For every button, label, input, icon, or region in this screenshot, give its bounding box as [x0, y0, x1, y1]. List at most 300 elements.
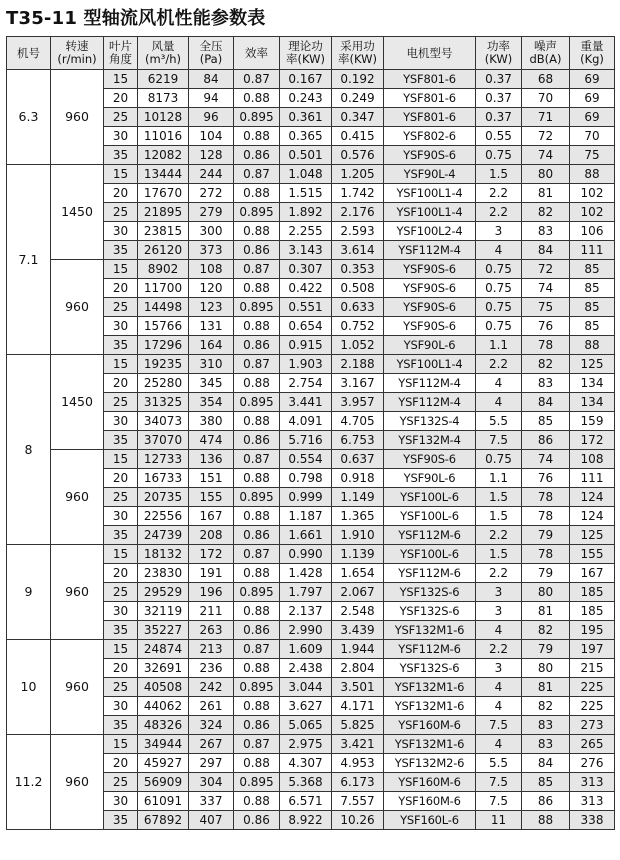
table-cell: 69	[570, 89, 615, 108]
table-cell: 74	[522, 450, 570, 469]
table-cell: 0.249	[332, 89, 384, 108]
table-cell: 134	[570, 374, 615, 393]
column-header-text: 转速	[65, 39, 89, 53]
table-cell: 0.508	[332, 279, 384, 298]
table-cell: YSF160L-6	[384, 811, 476, 830]
table-cell: 30	[104, 602, 138, 621]
column-header	[570, 37, 615, 70]
column-header-text: 重量	[580, 39, 604, 53]
speed-cell: 960	[51, 735, 104, 830]
table-cell: 11016	[138, 127, 189, 146]
table-cell: 172	[570, 431, 615, 450]
table-cell: 25	[104, 108, 138, 127]
table-cell: 4.705	[332, 412, 384, 431]
table-cell: 74	[522, 146, 570, 165]
table-cell: 82	[522, 355, 570, 374]
table-cell: 85	[522, 412, 570, 431]
table-row	[7, 640, 615, 659]
table-cell: 13444	[138, 165, 189, 184]
table-cell: 71	[522, 108, 570, 127]
table-cell: 208	[189, 526, 234, 545]
table-cell: YSF112M-6	[384, 564, 476, 583]
table-cell: YSF100L1-4	[384, 203, 476, 222]
table-cell: 29529	[138, 583, 189, 602]
table-cell: 76	[522, 469, 570, 488]
table-cell: YSF100L-6	[384, 545, 476, 564]
table-cell: 185	[570, 583, 615, 602]
table-cell: 30	[104, 697, 138, 716]
table-cell: 0.88	[234, 279, 280, 298]
table-cell: 197	[570, 640, 615, 659]
table-cell: 70	[570, 127, 615, 146]
table-cell: 0.86	[234, 811, 280, 830]
table-cell: 32691	[138, 659, 189, 678]
table-cell: 267	[189, 735, 234, 754]
table-cell: 30	[104, 507, 138, 526]
table-cell: 4.091	[280, 412, 332, 431]
table-cell: 407	[189, 811, 234, 830]
table-cell: YSF160M-6	[384, 792, 476, 811]
table-cell: 70	[522, 89, 570, 108]
table-cell: 82	[522, 621, 570, 640]
table-cell: 0.75	[476, 298, 522, 317]
table-cell: 16733	[138, 469, 189, 488]
table-cell: 1.052	[332, 336, 384, 355]
table-row	[7, 545, 615, 564]
table-cell: 0.88	[234, 89, 280, 108]
table-cell: 4.307	[280, 754, 332, 773]
table-cell: 4	[476, 393, 522, 412]
table-cell: 124	[570, 507, 615, 526]
table-cell: 35	[104, 621, 138, 640]
table-cell: 7.5	[476, 431, 522, 450]
table-cell: YSF132M-4	[384, 431, 476, 450]
table-cell: 104	[189, 127, 234, 146]
speed-cell: 960	[51, 545, 104, 640]
table-cell: 1.428	[280, 564, 332, 583]
table-cell: 3.441	[280, 393, 332, 412]
table-cell: 68	[522, 70, 570, 89]
table-cell: 83	[522, 735, 570, 754]
table-cell: 20	[104, 659, 138, 678]
table-cell: 225	[570, 697, 615, 716]
table-cell: 211	[189, 602, 234, 621]
table-cell: 3.167	[332, 374, 384, 393]
table-cell: 134	[570, 393, 615, 412]
column-header	[104, 37, 138, 70]
table-row	[7, 355, 615, 374]
table-cell: 236	[189, 659, 234, 678]
table-cell: 2.2	[476, 640, 522, 659]
table-cell: 0.501	[280, 146, 332, 165]
table-cell: 1.661	[280, 526, 332, 545]
fan-model-cell: 8	[7, 355, 51, 545]
table-cell: YSF100L1-4	[384, 355, 476, 374]
table-cell: 1.5	[476, 507, 522, 526]
table-cell: 80	[522, 165, 570, 184]
table-cell: 304	[189, 773, 234, 792]
table-cell: 0.75	[476, 279, 522, 298]
table-cell: 215	[570, 659, 615, 678]
table-cell: 0.87	[234, 260, 280, 279]
table-cell: 35	[104, 336, 138, 355]
table-cell: 159	[570, 412, 615, 431]
table-cell: 0.798	[280, 469, 332, 488]
table-cell: 78	[522, 545, 570, 564]
table-cell: 0.88	[234, 469, 280, 488]
table-cell: YSF100L-6	[384, 488, 476, 507]
table-cell: YSF132M1-6	[384, 621, 476, 640]
table-cell: 83	[522, 374, 570, 393]
table-cell: 0.87	[234, 70, 280, 89]
table-row	[7, 70, 615, 89]
table-cell: 30	[104, 127, 138, 146]
table-cell: 94	[189, 89, 234, 108]
table-cell: 45927	[138, 754, 189, 773]
table-cell: 0.86	[234, 146, 280, 165]
table-cell: 0.86	[234, 336, 280, 355]
table-cell: 263	[189, 621, 234, 640]
table-cell: 30	[104, 412, 138, 431]
table-cell: 276	[570, 754, 615, 773]
table-cell: 78	[522, 336, 570, 355]
table-cell: 3.627	[280, 697, 332, 716]
table-cell: 23830	[138, 564, 189, 583]
table-cell: 35	[104, 526, 138, 545]
table-cell: 0.75	[476, 260, 522, 279]
column-header	[234, 37, 280, 70]
table-cell: 85	[570, 317, 615, 336]
table-cell: YSF90S-6	[384, 146, 476, 165]
column-header	[189, 37, 234, 70]
table-cell: 7.5	[476, 792, 522, 811]
table-cell: 0.88	[234, 317, 280, 336]
table-cell: 2.2	[476, 355, 522, 374]
table-cell: 0.37	[476, 70, 522, 89]
table-cell: 0.307	[280, 260, 332, 279]
table-cell: 0.87	[234, 355, 280, 374]
table-cell: 106	[570, 222, 615, 241]
table-cell: 225	[570, 678, 615, 697]
table-cell: 6.173	[332, 773, 384, 792]
table-cell: 22556	[138, 507, 189, 526]
column-header	[7, 37, 51, 70]
table-cell: 2.2	[476, 526, 522, 545]
table-cell: 213	[189, 640, 234, 659]
table-cell: 272	[189, 184, 234, 203]
table-cell: 69	[570, 70, 615, 89]
table-cell: 15766	[138, 317, 189, 336]
table-cell: 0.86	[234, 431, 280, 450]
table-cell: 125	[570, 526, 615, 545]
table-cell: 40508	[138, 678, 189, 697]
table-cell: 79	[522, 640, 570, 659]
table-cell: 0.75	[476, 317, 522, 336]
table-cell: YSF100L2-4	[384, 222, 476, 241]
table-cell: 8902	[138, 260, 189, 279]
table-cell: 82	[522, 203, 570, 222]
table-cell: 265	[570, 735, 615, 754]
table-cell: 111	[570, 469, 615, 488]
table-cell: 85	[570, 298, 615, 317]
table-cell: 0.999	[280, 488, 332, 507]
table-cell: 1.1	[476, 336, 522, 355]
table-cell: 86	[522, 792, 570, 811]
table-cell: 67892	[138, 811, 189, 830]
table-cell: 313	[570, 773, 615, 792]
table-cell: 297	[189, 754, 234, 773]
table-cell: 3	[476, 659, 522, 678]
column-header-text: (m³/h)	[145, 52, 181, 66]
table-cell: 1.5	[476, 165, 522, 184]
table-cell: YSF132S-6	[384, 583, 476, 602]
table-cell: 0.243	[280, 89, 332, 108]
table-cell: 24874	[138, 640, 189, 659]
table-cell: 0.88	[234, 507, 280, 526]
table-cell: 3.439	[332, 621, 384, 640]
column-header-text: 率(KW)	[338, 52, 377, 66]
table-cell: 2.548	[332, 602, 384, 621]
column-header-text: 率(KW)	[286, 52, 325, 66]
table-cell: 1.5	[476, 488, 522, 507]
column-header-text: (r/min)	[57, 52, 97, 66]
speed-cell: 1450	[51, 355, 104, 450]
table-cell: 10.26	[332, 811, 384, 830]
table-cell: 30	[104, 222, 138, 241]
table-cell: 34073	[138, 412, 189, 431]
table-cell: 25	[104, 298, 138, 317]
column-header-text: dB(A)	[529, 52, 562, 66]
table-cell: 338	[570, 811, 615, 830]
table-cell: YSF112M-6	[384, 640, 476, 659]
table-cell: 6219	[138, 70, 189, 89]
table-cell: 2.593	[332, 222, 384, 241]
table-cell: 0.88	[234, 127, 280, 146]
table-cell: 78	[522, 507, 570, 526]
table-cell: 2.2	[476, 564, 522, 583]
column-header-text: 效率	[245, 45, 268, 60]
table-cell: 0.37	[476, 89, 522, 108]
table-cell: 0.88	[234, 564, 280, 583]
table-cell: 120	[189, 279, 234, 298]
table-cell: 20735	[138, 488, 189, 507]
table-cell: 0.87	[234, 735, 280, 754]
table-cell: 102	[570, 184, 615, 203]
table-cell: 0.654	[280, 317, 332, 336]
table-cell: 3.044	[280, 678, 332, 697]
column-header-text: 机号	[17, 45, 40, 60]
table-cell: 5.5	[476, 754, 522, 773]
table-cell: 474	[189, 431, 234, 450]
speed-cell: 960	[51, 640, 104, 735]
table-cell: 56909	[138, 773, 189, 792]
table-cell: 125	[570, 355, 615, 374]
table-cell: 1.187	[280, 507, 332, 526]
table-cell: 313	[570, 792, 615, 811]
table-cell: 48326	[138, 716, 189, 735]
table-cell: 0.415	[332, 127, 384, 146]
table-cell: 11	[476, 811, 522, 830]
table-cell: 1.515	[280, 184, 332, 203]
table-cell: YSF112M-4	[384, 393, 476, 412]
table-cell: 0.88	[234, 792, 280, 811]
table-cell: 185	[570, 602, 615, 621]
table-cell: 75	[522, 298, 570, 317]
table-cell: 0.895	[234, 678, 280, 697]
table-cell: YSF801-6	[384, 70, 476, 89]
table-cell: 2.176	[332, 203, 384, 222]
table-cell: 2.975	[280, 735, 332, 754]
table-cell: YSF90S-6	[384, 450, 476, 469]
table-cell: YSF90S-6	[384, 279, 476, 298]
table-cell: 0.895	[234, 108, 280, 127]
column-header-text: 电机型号	[406, 45, 453, 60]
table-cell: YSF132M1-6	[384, 697, 476, 716]
table-cell: 373	[189, 241, 234, 260]
table-cell: 85	[522, 773, 570, 792]
table-cell: 8173	[138, 89, 189, 108]
table-cell: 300	[189, 222, 234, 241]
table-cell: 0.353	[332, 260, 384, 279]
table-cell: 44062	[138, 697, 189, 716]
speed-cell: 960	[51, 260, 104, 355]
table-cell: 337	[189, 792, 234, 811]
table-cell: 1.365	[332, 507, 384, 526]
fan-model-cell: 6.3	[7, 70, 51, 165]
table-cell: 0.167	[280, 70, 332, 89]
table-cell: 69	[570, 108, 615, 127]
table-cell: 72	[522, 127, 570, 146]
header-row	[7, 37, 615, 70]
table-cell: 74	[522, 279, 570, 298]
table-cell: 31325	[138, 393, 189, 412]
table-cell: YSF132S-4	[384, 412, 476, 431]
table-cell: 0.75	[476, 450, 522, 469]
table-cell: 2.754	[280, 374, 332, 393]
table-cell: 96	[189, 108, 234, 127]
table-cell: 12733	[138, 450, 189, 469]
table-cell: 261	[189, 697, 234, 716]
table-cell: 17296	[138, 336, 189, 355]
speed-cell: 960	[51, 70, 104, 165]
table-cell: 15	[104, 355, 138, 374]
table-cell: 80	[522, 583, 570, 602]
table-cell: 0.895	[234, 773, 280, 792]
table-cell: 76	[522, 317, 570, 336]
speed-cell: 1450	[51, 165, 104, 260]
table-cell: 0.990	[280, 545, 332, 564]
table-cell: 15	[104, 545, 138, 564]
table-cell: 2.137	[280, 602, 332, 621]
table-cell: 3.143	[280, 241, 332, 260]
table-cell: 23815	[138, 222, 189, 241]
table-cell: 0.192	[332, 70, 384, 89]
column-header-text: 风量	[151, 39, 175, 53]
performance-table	[6, 36, 615, 830]
table-cell: 3	[476, 583, 522, 602]
table-cell: 15	[104, 70, 138, 89]
table-cell: 18132	[138, 545, 189, 564]
table-cell: 20	[104, 89, 138, 108]
table-cell: 0.88	[234, 222, 280, 241]
table-cell: 2.804	[332, 659, 384, 678]
table-cell: 0.55	[476, 127, 522, 146]
column-header	[476, 37, 522, 70]
table-cell: 1.944	[332, 640, 384, 659]
table-cell: 78	[522, 488, 570, 507]
table-cell: YSF132S-6	[384, 659, 476, 678]
table-cell: 345	[189, 374, 234, 393]
table-cell: 81	[522, 602, 570, 621]
table-cell: 14498	[138, 298, 189, 317]
table-cell: 21895	[138, 203, 189, 222]
table-cell: YSF112M-4	[384, 241, 476, 260]
table-cell: 0.88	[234, 659, 280, 678]
column-header-text: 功率	[487, 39, 510, 53]
table-cell: 4	[476, 678, 522, 697]
table-cell: 5.065	[280, 716, 332, 735]
table-cell: 25	[104, 488, 138, 507]
table-cell: 6.753	[332, 431, 384, 450]
table-cell: 2.2	[476, 184, 522, 203]
table-cell: 25	[104, 583, 138, 602]
column-header-text: (Kg)	[580, 52, 604, 66]
table-cell: 3.421	[332, 735, 384, 754]
table-cell: 15	[104, 165, 138, 184]
table-cell: 84	[189, 70, 234, 89]
table-cell: YSF90S-6	[384, 260, 476, 279]
table-cell: 0.86	[234, 526, 280, 545]
table-cell: 34944	[138, 735, 189, 754]
table-cell: 167	[189, 507, 234, 526]
table-cell: 88	[570, 165, 615, 184]
table-cell: 0.637	[332, 450, 384, 469]
table-cell: 0.87	[234, 450, 280, 469]
column-header-text: (KW)	[484, 52, 513, 66]
table-cell: 0.365	[280, 127, 332, 146]
table-cell: 155	[189, 488, 234, 507]
fan-model-cell: 10	[7, 640, 51, 735]
table-cell: 7.557	[332, 792, 384, 811]
table-cell: 244	[189, 165, 234, 184]
table-cell: 83	[522, 222, 570, 241]
table-cell: 3.501	[332, 678, 384, 697]
table-cell: 164	[189, 336, 234, 355]
table-cell: 8.922	[280, 811, 332, 830]
table-cell: 4	[476, 374, 522, 393]
table-cell: 25280	[138, 374, 189, 393]
table-cell: 1.609	[280, 640, 332, 659]
table-cell: 0.37	[476, 108, 522, 127]
table-cell: 196	[189, 583, 234, 602]
table-cell: YSF132M1-6	[384, 678, 476, 697]
table-cell: 15	[104, 450, 138, 469]
table-cell: 37070	[138, 431, 189, 450]
table-cell: 0.554	[280, 450, 332, 469]
table-cell: 131	[189, 317, 234, 336]
table-cell: YSF90L-6	[384, 336, 476, 355]
table-cell: 128	[189, 146, 234, 165]
table-cell: 2.067	[332, 583, 384, 602]
table-cell: 0.361	[280, 108, 332, 127]
table-cell: 20	[104, 564, 138, 583]
table-cell: 30	[104, 792, 138, 811]
table-cell: 12082	[138, 146, 189, 165]
table-body	[7, 70, 615, 830]
speed-cell: 960	[51, 450, 104, 545]
table-row	[7, 450, 615, 469]
table-cell: 1.742	[332, 184, 384, 203]
